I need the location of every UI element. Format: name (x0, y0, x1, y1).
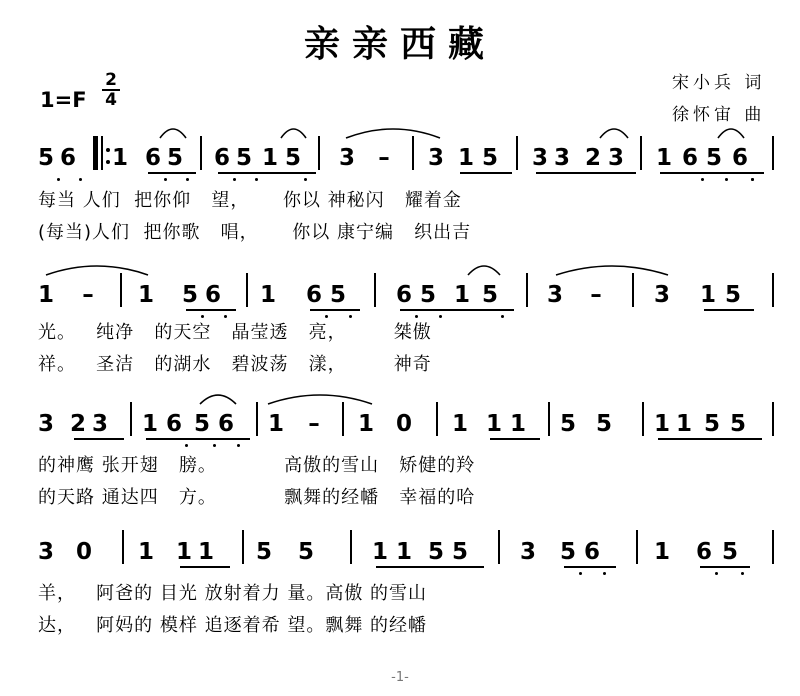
note: 6 (695, 539, 712, 565)
tie-arc (198, 390, 238, 406)
composer-credit: 徐怀宙 曲 (672, 105, 766, 125)
note: 6 (583, 539, 600, 565)
barline (632, 273, 634, 307)
barline (246, 273, 248, 307)
barline (200, 136, 202, 170)
note: 1 (653, 411, 670, 437)
note: 5 (451, 539, 468, 565)
barline (640, 136, 642, 170)
note: 1 (259, 282, 276, 308)
low-octave-dot (415, 315, 418, 318)
note: 5 (284, 145, 301, 171)
note: 5 (297, 539, 314, 565)
note: 5 (427, 539, 444, 565)
note: 3 (91, 411, 108, 437)
note: 5 (729, 411, 746, 437)
note: 5 (481, 145, 498, 171)
low-octave-dot (57, 178, 60, 181)
dash-extension: – (308, 411, 320, 437)
note: 6 (217, 411, 234, 437)
barline (772, 273, 774, 307)
barline (642, 402, 644, 436)
note: 1 (655, 145, 672, 171)
tie-arc (44, 261, 150, 277)
lyric-line-2: 达， 阿妈的 模样 追逐着希 望。飘舞 的经幡 (38, 615, 428, 636)
lyric-line-2: (每当)人们 把你歌 唱， 你以 康宁编 织出吉 (38, 222, 472, 243)
note: 3 (338, 145, 355, 171)
low-octave-dot (213, 444, 216, 447)
low-octave-dot (185, 444, 188, 447)
note: 6 (144, 145, 161, 171)
note: 3 (607, 145, 624, 171)
beam-underline (704, 309, 754, 311)
note: 1 (371, 539, 388, 565)
low-octave-dot (233, 178, 236, 181)
low-octave-dot (201, 315, 204, 318)
note: 3 (427, 145, 444, 171)
note: 5 (329, 282, 346, 308)
note: 1 (137, 539, 154, 565)
beam-underline (180, 566, 230, 568)
repeat-barline (93, 136, 98, 170)
note: 5 (559, 411, 576, 437)
barline (498, 530, 500, 564)
note: 6 (305, 282, 322, 308)
low-octave-dot (224, 315, 227, 318)
beam-underline (700, 566, 750, 568)
note: 1 (267, 411, 284, 437)
barline (772, 402, 774, 436)
barline (374, 273, 376, 307)
note: 5 (181, 282, 198, 308)
note: 1 (141, 411, 158, 437)
beam-underline (658, 438, 762, 440)
beam-underline (310, 309, 360, 311)
low-octave-dot (325, 315, 328, 318)
lyric-line-2: 的天路 通达四 方。 飘舞的经幡 幸福的哈 (38, 487, 476, 508)
barline (636, 530, 638, 564)
note: 3 (37, 539, 54, 565)
note: 1 (137, 282, 154, 308)
lyric-line-1: 光。 纯净 的天空 晶莹透 亮， 桀傲 (38, 322, 432, 343)
lyricist-credit: 宋小兵 词 (672, 73, 766, 93)
note: 1 (197, 539, 214, 565)
low-octave-dot (701, 178, 704, 181)
beam-underline (460, 172, 512, 174)
note: 1 (451, 411, 468, 437)
note: 2 (584, 145, 601, 171)
note: 5 (37, 145, 54, 171)
tie-arc (554, 261, 670, 277)
note: 1 (37, 282, 54, 308)
barline (516, 136, 518, 170)
barline (526, 273, 528, 307)
note: 6 (204, 282, 221, 308)
barline (318, 136, 320, 170)
beam-underline (218, 172, 316, 174)
beam-underline (660, 172, 764, 174)
beam-underline (146, 438, 250, 440)
low-octave-dot (439, 315, 442, 318)
note: 5 (255, 539, 272, 565)
note: 5 (595, 411, 612, 437)
note: 5 (724, 282, 741, 308)
beam-underline (148, 172, 196, 174)
low-octave-dot (751, 178, 754, 181)
beam-underline (186, 309, 236, 311)
time-signature (102, 72, 120, 108)
note: 1 (653, 539, 670, 565)
note: 3 (519, 539, 536, 565)
note: 1 (453, 282, 470, 308)
note: 1 (111, 145, 128, 171)
note: 6 (213, 145, 230, 171)
note: 1 (675, 411, 692, 437)
beam-underline (536, 172, 636, 174)
barline (120, 273, 122, 307)
lyric-line-2: 祥。 圣洁 的湖水 碧波荡 漾， 神奇 (38, 354, 432, 375)
note: 6 (165, 411, 182, 437)
note: 1 (395, 539, 412, 565)
low-octave-dot (255, 178, 258, 181)
note: 1 (699, 282, 716, 308)
tie-arc (716, 124, 746, 140)
note: 5 (193, 411, 210, 437)
low-octave-dot (349, 315, 352, 318)
time-top: 2 (105, 70, 117, 90)
barline (772, 530, 774, 564)
note: 3 (553, 145, 570, 171)
note: 1 (457, 145, 474, 171)
note: 0 (395, 411, 412, 437)
low-octave-dot (741, 572, 744, 575)
song-title: 亲亲西藏 (303, 23, 496, 65)
lyric-line-1: 每当 人们 把你仰 望， 你以 神秘闪 耀着金 (38, 190, 462, 211)
note: 3 (653, 282, 670, 308)
note: 5 (235, 145, 252, 171)
tie-arc (279, 124, 308, 140)
low-octave-dot (579, 572, 582, 575)
tie-arc (158, 124, 188, 140)
note: 5 (721, 539, 738, 565)
barline (772, 136, 774, 170)
barline (256, 402, 258, 436)
low-octave-dot (501, 315, 504, 318)
barline (436, 402, 438, 436)
note: 5 (166, 145, 183, 171)
beam-underline (376, 566, 484, 568)
low-octave-dot (715, 572, 718, 575)
tie-arc (466, 261, 502, 277)
barline (130, 402, 132, 436)
note: 6 (395, 282, 412, 308)
barline (350, 530, 352, 564)
note: 1 (175, 539, 192, 565)
beam-underline (490, 438, 540, 440)
low-octave-dot (304, 178, 307, 181)
note: 5 (481, 282, 498, 308)
note: 1 (357, 411, 374, 437)
note: 1 (485, 411, 502, 437)
tie-arc (598, 124, 630, 140)
note: 1 (261, 145, 278, 171)
note: 5 (705, 145, 722, 171)
note: 5 (419, 282, 436, 308)
repeat-thin-barline (101, 136, 103, 170)
barline (242, 530, 244, 564)
dash-extension: – (82, 282, 94, 308)
tie-arc (344, 124, 442, 140)
dash-extension: – (378, 145, 390, 171)
note: 3 (531, 145, 548, 171)
note: 6 (681, 145, 698, 171)
note: 2 (69, 411, 86, 437)
low-octave-dot (164, 178, 167, 181)
barline (412, 136, 414, 170)
beam-underline (74, 438, 124, 440)
note: 5 (559, 539, 576, 565)
dash-extension: – (590, 282, 602, 308)
low-octave-dot (237, 444, 240, 447)
barline (342, 402, 344, 436)
note: 0 (75, 539, 92, 565)
page-number: -1- (391, 670, 409, 685)
low-octave-dot (725, 178, 728, 181)
lyric-line-1: 的神鹰 张开翅 膀。 高傲的雪山 矫健的羚 (38, 455, 476, 476)
beam-underline (564, 566, 616, 568)
note: 3 (546, 282, 563, 308)
note: 1 (509, 411, 526, 437)
low-octave-dot (79, 178, 82, 181)
time-bottom: 4 (105, 90, 117, 110)
note: 5 (703, 411, 720, 437)
barline (548, 402, 550, 436)
low-octave-dot (603, 572, 606, 575)
note: 3 (37, 411, 54, 437)
tie-arc (266, 390, 374, 406)
key-signature: 1=F (40, 88, 87, 112)
barline (122, 530, 124, 564)
lyric-line-1: 羊， 阿爸的 目光 放射着力 量。高傲 的雪山 (38, 583, 428, 604)
beam-underline (400, 309, 514, 311)
low-octave-dot (186, 178, 189, 181)
note: 6 (731, 145, 748, 171)
note: 6 (59, 145, 76, 171)
